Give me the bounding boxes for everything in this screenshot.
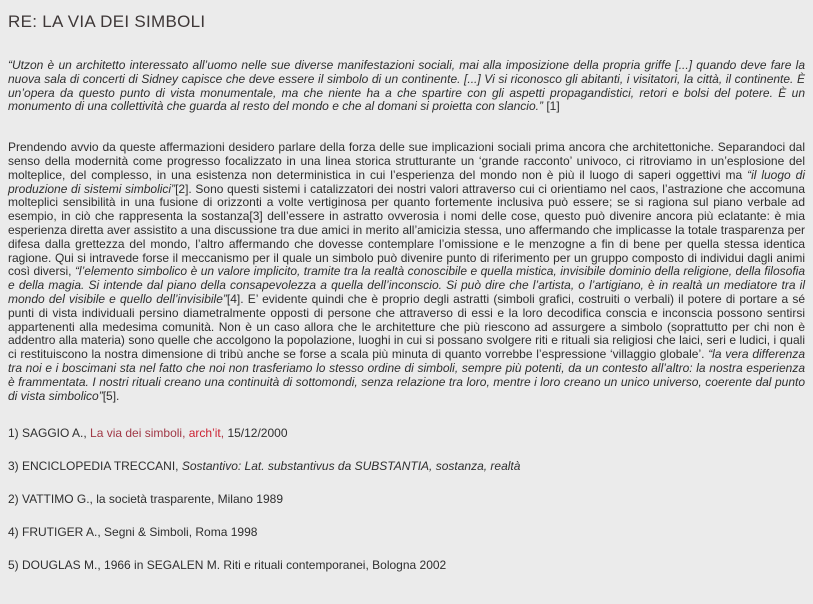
page-title: RE: LA VIA DEI SIMBOLI	[8, 12, 206, 31]
quote-text: “Utzon è un architetto interessato all’uomo nelle sue diverse manifestazioni sociali, mai alla imposizione della propria griffe [...] quando deve fare la nuova sala di concerti di Sidney capisce che deve essere il simbolo di un continente. [...] Vi si riconosco gli abitanti, i visitatori, la città, il continente. È un’opera da questo punto di vista monumentale, ma che niente ha a che spartire con gli aspetti propagandistici, retori e bolsi del potere. È un monumento di una collettività che guarda al resto del mondo e che al domani si proietta con slancio.”	[8, 58, 805, 114]
opening-quote-paragraph	[8, 59, 805, 114]
reference-item-3	[8, 459, 805, 473]
reference-item-2	[8, 492, 805, 506]
ref4-text: 4) FRUTIGER A., Segni & Simboli, Roma 1998	[8, 525, 258, 540]
reference-item-4	[8, 525, 805, 539]
ref1-article-title-link[interactable]: La via dei simboli	[90, 426, 183, 441]
ref1-author: 1) SAGGIO A.,	[8, 426, 91, 441]
reference-item-1	[8, 426, 805, 440]
ref3-source: 3) ENCICLOPEDIA TRECCANI,	[8, 459, 182, 474]
ref1-separator: ,	[220, 426, 228, 441]
body-quote-segment: “la vera differenza tra noi e i boscimani sta nel fatto che noi non trasferiamo lo stesso ordine di simboli, sempre più potenti, da un contesto all’altro: la nostra esperienza è frammentata. I nostri rituali creano una continuità di sottomondi, senza relazione tra loro, mentre i loro creano un unico universo, coerente dal punto di vista simbolico”	[8, 347, 806, 403]
ref1-site-link[interactable]: arch’it	[188, 426, 221, 441]
body-quote-segment: “l’elemento simbolico è un valore implicito, tramite tra la realtà conoscibile e quella mistica, invisibile dominio della religione, della filosofia e della magia. Si intende dal piano della consapevolezza a quella dell’inconscio. Si può dire che l’artista, o l’artigiano, è in realtà un mediatore tra il mondo del visibile e quello dell’invisibile”	[8, 264, 805, 306]
ref1-date: 15/12/2000	[227, 426, 288, 441]
reference-list	[8, 426, 805, 572]
reference-item-5	[8, 558, 805, 572]
citation-marker-1: [1]	[542, 99, 560, 114]
body-quote-segment: “il luogo di produzione di sistemi simbolici”	[8, 167, 805, 196]
body-text-segment: [2]. Sono questi sistemi i catalizzatori dei nostri valori attraverso cui ci orientiamo nel caos, l’astrazione che accomuna molteplici sensibilità in una fusione di orizzonti a volte vertiginosa per quanto fortemente inclusiva può essere; se si ragiona sul piano verbale ad esempio, in ciò che rappresenta la sostanza[3] dell’essere in astratto ovverosia i nomi delle cose, questo può divenire ancora più eclatante: è mia esperienza diretta aver assistito a una discussione tra due amici in merito all’amicizia stessa, uno affermando che implicasse la totale trasparenza per difesa dalla grettezza del mondo, l’altro affermando che dovesse contemplare l’omissione e le menzogne a fin di bene per quella stessa identica ragione. Qui si intravede forse il meccanismo per il quale un simbolo può divenire punto di riferimento per un gruppo composto di individui dagli animi così diversi,	[8, 181, 805, 279]
body-text-segment: [5].	[102, 388, 120, 403]
ref1-separator: ,	[182, 426, 189, 441]
ref3-definition: Sostantivo: Lat. substantivus da SUBSTANTIA, sostanza, realtà	[181, 459, 521, 474]
ref2-text: 2) VATTIMO G., la società trasparente, Milano 1989	[8, 492, 284, 507]
body-text-segment: [4]. E’ evidente quindi che è proprio degli astratti (simboli grafici, costruiti o verbali) il potere di portare a sé punti di vista individuali persino diametralmente opposti di persone che attraverso di essi e la loro decodifica conscia e inconscia possono sentirsi appartenenti alla medesima comunità. Non è un caso allora che le architetture che più riescono ad assurgere a simbolo (soprattutto per chi non è addentro alla materia) sono quelle che accolgono la popolazione, luoghi in cui si possano svolgere riti e rituali sia religiosi che laici, seri e ludici, i quali ci restituiscono la nostra dimensione di tribù anche se forse a scala più minuta di quanto vorrebbe l’espressione ‘villaggio globale’.	[8, 291, 805, 362]
ref5-text: 5) DOUGLAS M., 1966 in SEGALEN M. Riti e rituali contemporanei, Bologna 2002	[8, 558, 447, 573]
body-text-segment: Prendendo avvio da queste affermazioni desidero parlare della forza delle sue implicazioni sociali prima ancora che architettoniche. Separandoci dal senso della modernità come progresso focalizzato in una linea storica strutturante un ‘grande racconto’ univoco, ci ritroviamo in un’esplosione del molteplice, del complesso, in una esistenza non deterministica in cui l’esperienza del mondo non è più il luogo di saperi oggettivi ma	[8, 140, 805, 182]
body-paragraph	[8, 141, 805, 403]
